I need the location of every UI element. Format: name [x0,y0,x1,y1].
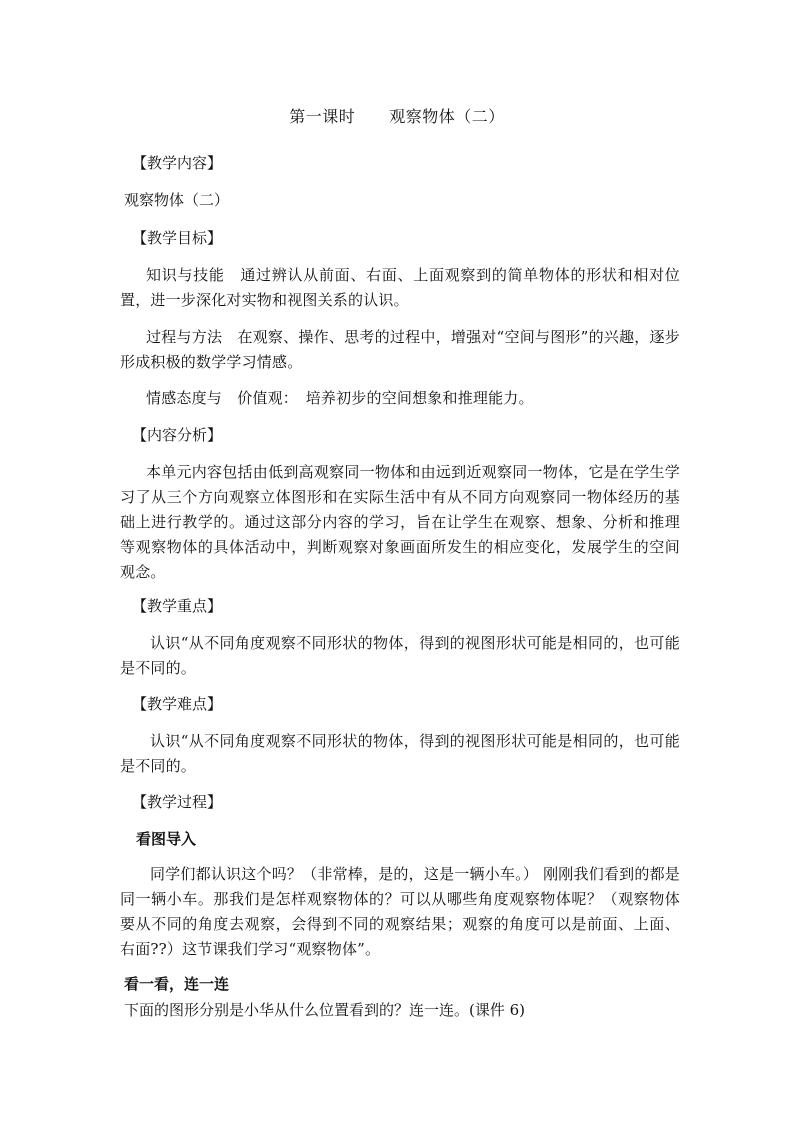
page-title [0,105,794,129]
content-text: 观察物体（二） [124,191,230,209]
key-heading: 【教学重点】 [132,597,223,615]
goal-emotion: 情感态度与 价值观： 培养初步的空间想象和推理能力。 [146,389,534,407]
goal-heading: 【教学目标】 [132,229,223,247]
connect-heading: 看一看，连一连 [124,975,230,993]
key-text: 认识“从不同角度观察不同形状的物体，得到的视图形状可能是相同的，也可能是不同的。 [120,634,680,677]
process-heading: 【教学过程】 [132,793,223,811]
analysis-text: 本单元内容包括由低到高观察同一物体和由远到近观察同一物体，它是在学生学习了从三个方向观察立体图形和在实际生活中有从不同方向观察同一物体经历的基础上进行教学的。通过这部分内容的学习，旨在让学生在观察、想象、分析和推理等观察物体的具体活动中，判断观察对象画面所发生的相应变化，发展学生的空间观念。 [120,463,680,581]
analysis-heading: 【内容分析】 [132,426,223,444]
goal-process: 过程与方法 在观察、操作、思考的过程中，增强对“空间与图形”的兴趣，逐步形成积极的数学学习情感。 [120,328,680,371]
content-heading: 【教学内容】 [132,154,223,172]
intro-heading: 看图导入 [136,830,197,848]
intro-text: 同学们都认识这个吗？（非常棒，是的，这是一辆小车。） 刚刚我们看到的都是同一辆小车。那我们是怎样观察物体的？可以从哪些角度观察物体呢？（观察物体要从不同的角度去观察，会得到不同的观察结果；观察的角度可以是前面、上面、右面??）这节课我们学习“观察物体”。 [120,865,680,958]
difficulty-text: 认识“从不同角度观察不同形状的物体，得到的视图形状可能是相同的，也可能是不同的。 [120,732,680,775]
goal-knowledge: 知识与技能 通过辨认从前面、右面、上面观察到的简单物体的形状和相对位置，进一步深化对实物和视图关系的认识。 [120,266,680,309]
difficulty-heading: 【教学难点】 [132,695,223,713]
title-lesson: 第一课时 [289,107,356,126]
title-topic: 观察物体（二） [389,107,505,126]
connect-text: 下面的图形分别是小华从什么位置看到的？连一连。(课件 6) [124,1001,526,1019]
